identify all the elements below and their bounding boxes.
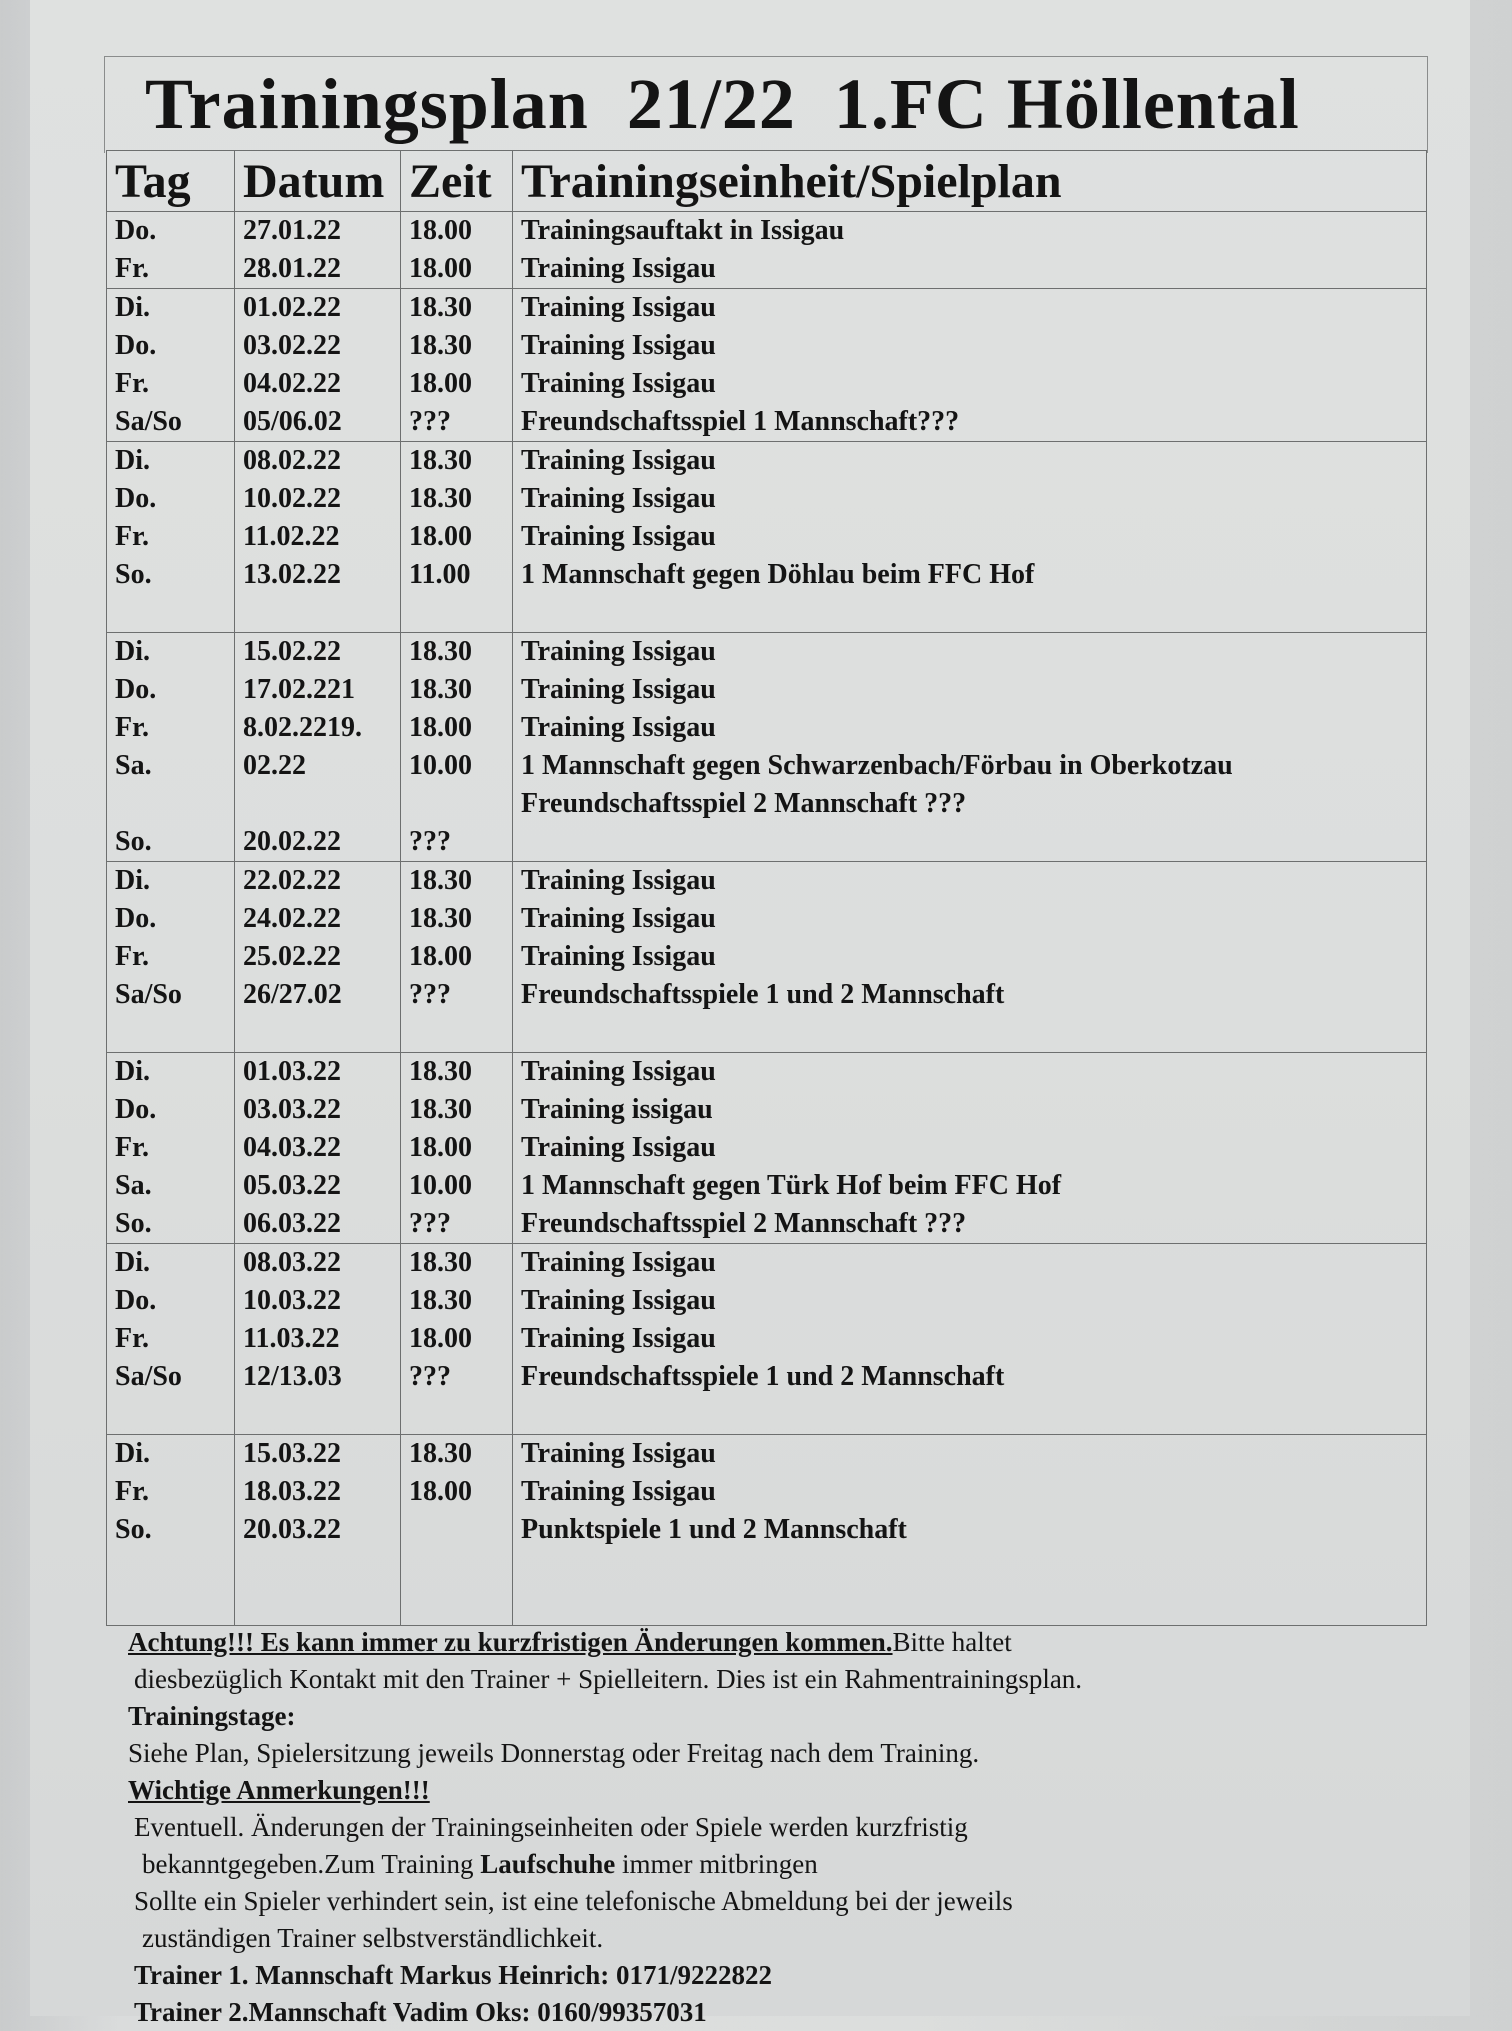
table-row (107, 976, 1427, 1014)
notes-line-2: diesbezüglich Kontakt mit den Trainer + Spielleitern. Dies ist ein Rahmentrainingsplan. (134, 1664, 1083, 1694)
einheit-cell: Training Issigau (513, 289, 1427, 328)
datum-cell: 11.02.22 (235, 518, 401, 556)
datum-cell: 22.02.22 (235, 862, 401, 901)
datum-cell: 05.03.22 (235, 1167, 401, 1205)
einheit-cell: Training Issigau (513, 365, 1427, 403)
achtung-rest: Bitte haltet (892, 1627, 1012, 1657)
notes-section (128, 1624, 1428, 2031)
datum-cell: 13.02.22 (235, 556, 401, 594)
tag-cell: Do. (107, 671, 235, 709)
tag-cell: Do. (107, 480, 235, 518)
einheit-cell: Freundschaftsspiel 1 Mannschaft??? (513, 403, 1427, 442)
tag-cell: Fr. (107, 250, 235, 289)
table-row (107, 1167, 1427, 1205)
tag-cell: Di. (107, 289, 235, 328)
datum-cell: 10.03.22 (235, 1282, 401, 1320)
datum-cell: 25.02.22 (235, 938, 401, 976)
datum-cell: 04.02.22 (235, 365, 401, 403)
header-zeit: Zeit (401, 151, 513, 212)
einheit-cell: Training Issigau (513, 938, 1427, 976)
table-row (107, 518, 1427, 556)
zeit-cell: 18.30 (401, 1282, 513, 1320)
einheit-cell: Training Issigau (513, 709, 1427, 747)
zeit-cell: 18.30 (401, 900, 513, 938)
datum-cell: 15.02.22 (235, 633, 401, 672)
datum-cell: 18.03.22 (235, 1473, 401, 1511)
table-row (107, 785, 1427, 823)
einheit-cell: Punktspiele 1 und 2 Mannschaft (513, 1511, 1427, 1549)
tag-cell: Fr. (107, 1320, 235, 1358)
zeit-cell: 18.00 (401, 365, 513, 403)
zeit-cell: ??? (401, 823, 513, 862)
tag-cell: Sa. (107, 747, 235, 785)
einheit-cell: 1 Mannschaft gegen Türk Hof beim FFC Hof (513, 1167, 1427, 1205)
zeit-cell: 18.00 (401, 709, 513, 747)
einheit-cell (513, 1549, 1427, 1587)
datum-cell: 11.03.22 (235, 1320, 401, 1358)
zeit-cell: 18.30 (401, 1053, 513, 1092)
zeit-cell: 18.30 (401, 633, 513, 672)
tag-cell: Fr. (107, 1129, 235, 1167)
datum-cell: 05/06.02 (235, 403, 401, 442)
tag-cell: Do. (107, 1282, 235, 1320)
einheit-cell: Training Issigau (513, 1129, 1427, 1167)
header-tag: Tag (107, 151, 235, 212)
tag-cell (107, 1587, 235, 1626)
table-row (107, 1511, 1427, 1549)
header-einheit: Trainingseinheit/Spielplan (513, 151, 1427, 212)
einheit-cell: Training Issigau (513, 1282, 1427, 1320)
table-row (107, 1435, 1427, 1474)
zeit-cell: ??? (401, 1358, 513, 1396)
datum-cell: 01.03.22 (235, 1053, 401, 1092)
tag-cell: Di. (107, 1244, 235, 1283)
einheit-cell: Training Issigau (513, 1473, 1427, 1511)
tag-cell: Fr. (107, 365, 235, 403)
einheit-cell: Freundschaftsspiel 2 Mannschaft ??? (513, 785, 1427, 823)
table-row (107, 594, 1427, 633)
zeit-cell (401, 594, 513, 633)
einheit-cell: Training Issigau (513, 1435, 1427, 1474)
tag-cell: Fr. (107, 709, 235, 747)
table-row (107, 250, 1427, 289)
trainingstage-heading: Trainingstage: (128, 1701, 296, 1731)
training-schedule-table (106, 150, 1427, 1626)
zeit-cell: 18.30 (401, 862, 513, 901)
page-title: Trainingsplan 21/22 1.FC Höllental (145, 64, 1300, 144)
zeit-cell: 18.30 (401, 1435, 513, 1474)
title-box (104, 56, 1428, 153)
wichtig-line-1: Eventuell. Änderungen der Trainingseinheiten oder Spiele werden kurzfristig (134, 1812, 968, 1842)
tag-cell: Do. (107, 327, 235, 365)
tag-cell (107, 594, 235, 633)
wichtig-line-3: Sollte ein Spieler verhindert sein, ist eine telefonische Abmeldung bei der jeweils (134, 1886, 1013, 1916)
einheit-cell: Training Issigau (513, 1053, 1427, 1092)
datum-cell: 12/13.03 (235, 1358, 401, 1396)
einheit-cell: Training Issigau (513, 900, 1427, 938)
zeit-cell: 18.00 (401, 1473, 513, 1511)
zeit-cell: 18.00 (401, 212, 513, 251)
tag-cell (107, 1549, 235, 1587)
einheit-cell (513, 594, 1427, 633)
zeit-cell: 18.30 (401, 289, 513, 328)
datum-cell: 8.02.2219. (235, 709, 401, 747)
datum-cell: 03.02.22 (235, 327, 401, 365)
datum-cell: 04.03.22 (235, 1129, 401, 1167)
zeit-cell: 18.30 (401, 442, 513, 481)
einheit-cell (513, 1396, 1427, 1435)
einheit-cell: Training issigau (513, 1091, 1427, 1129)
tag-cell: Di. (107, 633, 235, 672)
notes-line-achtung (128, 1624, 1428, 1661)
einheit-cell (513, 1014, 1427, 1053)
zeit-cell: 18.00 (401, 938, 513, 976)
zeit-cell (401, 1014, 513, 1053)
table-row (107, 480, 1427, 518)
einheit-cell: Training Issigau (513, 1320, 1427, 1358)
tag-cell: Do. (107, 1091, 235, 1129)
zeit-cell: 11.00 (401, 556, 513, 594)
zeit-cell: 18.30 (401, 1244, 513, 1283)
wichtig-line-2c: immer mitbringen (615, 1849, 818, 1879)
zeit-cell: ??? (401, 976, 513, 1014)
tag-cell: Sa/So (107, 976, 235, 1014)
einheit-cell: Training Issigau (513, 518, 1427, 556)
table-row (107, 1396, 1427, 1435)
datum-cell: 20.02.22 (235, 823, 401, 862)
tag-cell: So. (107, 823, 235, 862)
tag-cell: Di. (107, 1053, 235, 1092)
table-row (107, 1053, 1427, 1092)
datum-cell: 15.03.22 (235, 1435, 401, 1474)
trainer-1-contact: Trainer 1. Mannschaft Markus Heinrich: 0171/9222822 (134, 1960, 772, 1990)
tag-cell: Do. (107, 900, 235, 938)
einheit-cell: Training Issigau (513, 633, 1427, 672)
einheit-cell: Freundschaftsspiele 1 und 2 Mannschaft (513, 1358, 1427, 1396)
tag-cell: Fr. (107, 518, 235, 556)
einheit-cell: Freundschaftsspiele 1 und 2 Mannschaft (513, 976, 1427, 1014)
table-row (107, 1014, 1427, 1053)
zeit-cell: ??? (401, 1205, 513, 1244)
tag-cell: So. (107, 556, 235, 594)
wichtig-line-2a: bekanntgegeben.Zum Training (142, 1849, 481, 1879)
table-row (107, 289, 1427, 328)
datum-cell: 08.02.22 (235, 442, 401, 481)
table-row (107, 900, 1427, 938)
zeit-cell (401, 1587, 513, 1626)
table-row (107, 1587, 1427, 1626)
table-row (107, 1358, 1427, 1396)
tag-cell: Fr. (107, 1473, 235, 1511)
einheit-cell (513, 1587, 1427, 1626)
table-row (107, 823, 1427, 862)
table-row (107, 1091, 1427, 1129)
table-row (107, 1205, 1427, 1244)
zeit-cell: 18.30 (401, 480, 513, 518)
datum-cell: 10.02.22 (235, 480, 401, 518)
table-header-row (107, 151, 1427, 212)
tag-cell: Di. (107, 862, 235, 901)
table-row (107, 1320, 1427, 1358)
tag-cell: Fr. (107, 938, 235, 976)
table-row (107, 862, 1427, 901)
zeit-cell (401, 785, 513, 823)
tag-cell: So. (107, 1511, 235, 1549)
einheit-cell: Training Issigau (513, 327, 1427, 365)
tag-cell: Sa/So (107, 403, 235, 442)
datum-cell: 03.03.22 (235, 1091, 401, 1129)
einheit-cell: Trainingsauftakt in Issigau (513, 212, 1427, 251)
zeit-cell: 18.30 (401, 671, 513, 709)
datum-cell: 28.01.22 (235, 250, 401, 289)
table-row (107, 365, 1427, 403)
laufschuhe-text: Laufschuhe (480, 1849, 616, 1879)
table-row (107, 212, 1427, 251)
tag-cell (107, 1396, 235, 1435)
tag-cell (107, 785, 235, 823)
datum-cell: 20.03.22 (235, 1511, 401, 1549)
datum-cell: 26/27.02 (235, 976, 401, 1014)
achtung-warning: Achtung!!! Es kann immer zu kurzfristigen Änderungen kommen. (128, 1627, 893, 1657)
table-row (107, 442, 1427, 481)
einheit-cell (513, 823, 1427, 862)
datum-cell (235, 594, 401, 633)
zeit-cell (401, 1511, 513, 1549)
table-row (107, 671, 1427, 709)
einheit-cell: Training Issigau (513, 671, 1427, 709)
wichtig-heading: Wichtige Anmerkungen!!! (128, 1775, 430, 1805)
zeit-cell: 18.00 (401, 1320, 513, 1358)
tag-cell: Sa. (107, 1167, 235, 1205)
header-datum: Datum (235, 151, 401, 212)
datum-cell: 06.03.22 (235, 1205, 401, 1244)
datum-cell (235, 1549, 401, 1587)
einheit-cell: Freundschaftsspiel 2 Mannschaft ??? (513, 1205, 1427, 1244)
datum-cell: 08.03.22 (235, 1244, 401, 1283)
table-row (107, 1244, 1427, 1283)
table-row (107, 747, 1427, 785)
datum-cell (235, 1014, 401, 1053)
table-row (107, 633, 1427, 672)
zeit-cell: 10.00 (401, 1167, 513, 1205)
wichtig-line-2 (128, 1846, 1428, 1883)
datum-cell (235, 785, 401, 823)
einheit-cell: 1 Mannschaft gegen Döhlau beim FFC Hof (513, 556, 1427, 594)
zeit-cell: 18.00 (401, 518, 513, 556)
datum-cell: 01.02.22 (235, 289, 401, 328)
trainer-2-contact: Trainer 2.Mannschaft Vadim Oks: 0160/99357031 (134, 1997, 707, 2027)
table-row (107, 1282, 1427, 1320)
einheit-cell: 1 Mannschaft gegen Schwarzenbach/Förbau in Oberkotzau (513, 747, 1427, 785)
table-row (107, 556, 1427, 594)
zeit-cell: 18.00 (401, 1129, 513, 1167)
tag-cell: Sa/So (107, 1358, 235, 1396)
datum-cell (235, 1396, 401, 1435)
datum-cell: 17.02.221 (235, 671, 401, 709)
table-row (107, 327, 1427, 365)
datum-cell (235, 1587, 401, 1626)
einheit-cell: Training Issigau (513, 862, 1427, 901)
tag-cell: Do. (107, 212, 235, 251)
einheit-cell: Training Issigau (513, 250, 1427, 289)
datum-cell: 02.22 (235, 747, 401, 785)
table-row (107, 1549, 1427, 1587)
zeit-cell: ??? (401, 403, 513, 442)
schedule-body (107, 212, 1427, 1626)
datum-cell: 27.01.22 (235, 212, 401, 251)
wichtig-line-4: zuständigen Trainer selbstverständlichkeit. (142, 1923, 604, 1953)
datum-cell: 24.02.22 (235, 900, 401, 938)
table-row (107, 709, 1427, 747)
tag-cell: Di. (107, 1435, 235, 1474)
table-row (107, 1129, 1427, 1167)
zeit-cell: 18.30 (401, 327, 513, 365)
einheit-cell: Training Issigau (513, 480, 1427, 518)
tag-cell: Di. (107, 442, 235, 481)
trainingstage-text: Siehe Plan, Spielersitzung jeweils Donnerstag oder Freitag nach dem Training. (128, 1738, 980, 1768)
einheit-cell: Training Issigau (513, 1244, 1427, 1283)
tag-cell (107, 1014, 235, 1053)
zeit-cell: 18.00 (401, 250, 513, 289)
zeit-cell: 18.30 (401, 1091, 513, 1129)
table-row (107, 1473, 1427, 1511)
table-row (107, 403, 1427, 442)
table-row (107, 938, 1427, 976)
tag-cell: So. (107, 1205, 235, 1244)
zeit-cell: 10.00 (401, 747, 513, 785)
zeit-cell (401, 1396, 513, 1435)
zeit-cell (401, 1549, 513, 1587)
einheit-cell: Training Issigau (513, 442, 1427, 481)
